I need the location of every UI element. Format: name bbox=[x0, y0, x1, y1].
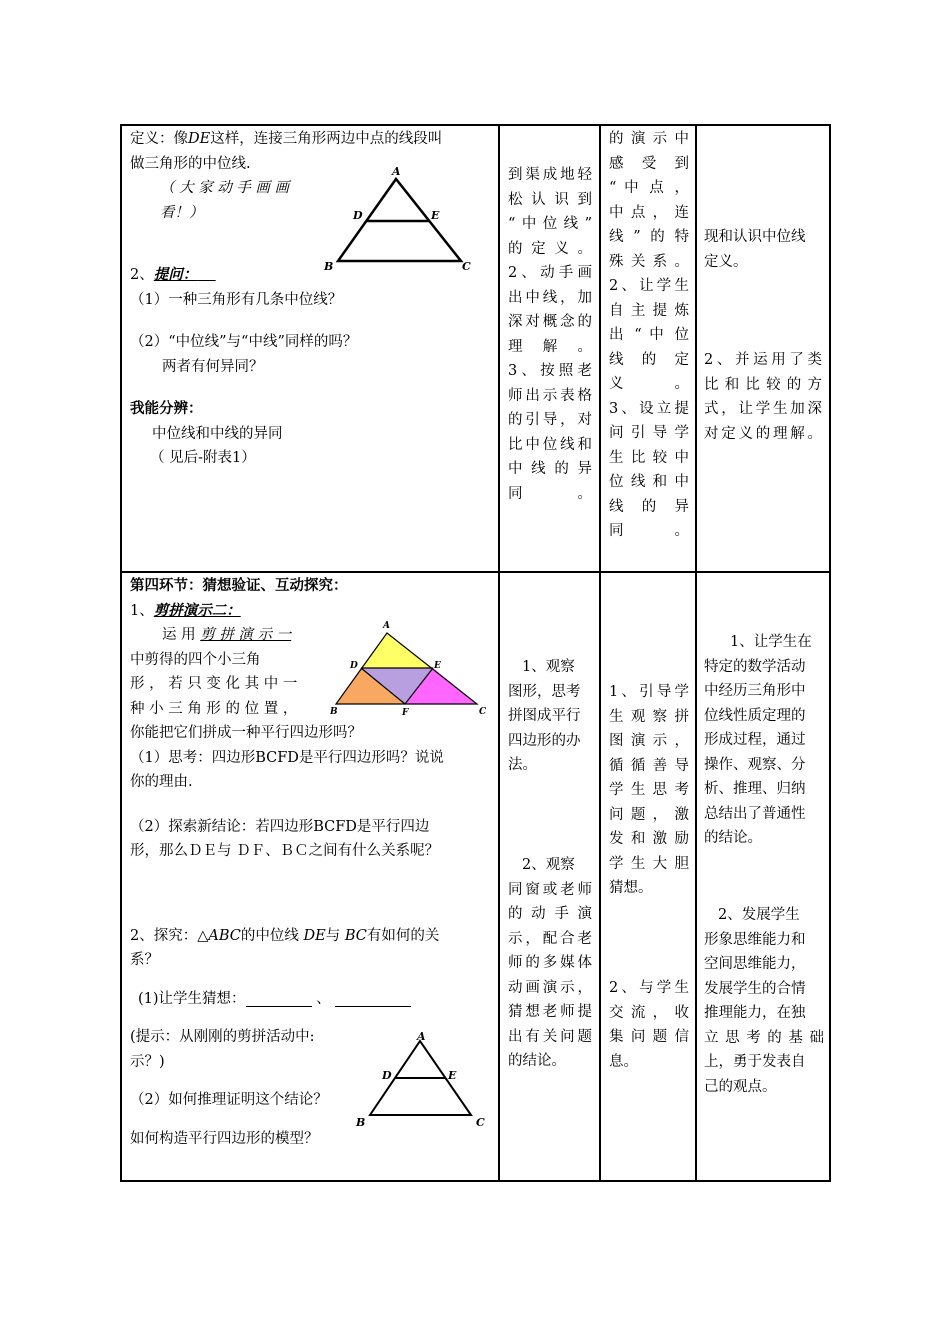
column-divider-1 bbox=[498, 124, 500, 1182]
guess-blank-1[interactable] bbox=[246, 990, 312, 1007]
row1-teacher-activity: 的 演 示 中 感 受 到 “ 中 点 ， 中 点 ， 连 线”的特 殊关系。 2、让学生 自 主 提 炼 出 “ 中 位 线 的 定 义。 3、设立提 问 引 导 学 生 比 较 中 位 线 和 中 线 的 异 同。 bbox=[609, 131, 689, 539]
vertex-label-d: D bbox=[353, 209, 363, 222]
row2-teacher-activity-b: 2、与学生 交 流 ， 收 集 问 题 信 息。 bbox=[609, 980, 689, 1070]
think-line-2: 你的理由. bbox=[130, 774, 193, 790]
compare-text: 中位线和中线的异同 bbox=[152, 425, 283, 442]
vertex-label-a: A bbox=[392, 165, 401, 178]
demo-text-line-5: 你能把它们拼成一种平行四边形吗？ bbox=[130, 725, 362, 741]
column-divider-3 bbox=[695, 124, 697, 1182]
row1-design-intent-a: 现和认识中位线 定义。 bbox=[704, 229, 806, 270]
prove-question: （2）如何推理证明这个结论？ bbox=[130, 1092, 328, 1108]
hint-line-1: (提示：从刚刚的剪拼活动中: bbox=[130, 1029, 315, 1045]
demo-text-line-2: 中剪得的四个小三角 bbox=[130, 651, 261, 668]
guess-line: (1)让学生猜想： 、 bbox=[130, 987, 495, 1012]
demo-text-line-3: 形 ， 若 只 变 化 其 中 一 bbox=[130, 676, 298, 692]
definition-line-2: 做三角形的中位线. bbox=[130, 155, 251, 172]
inquiry-line-2: 系？ bbox=[130, 952, 159, 968]
vertex-label-e: E bbox=[431, 209, 440, 222]
row2-teacher-activity-a: 1、引导学 生 观 察 拼 图 演 示 ， 循 循 善 导 学 生 思 考 问 题 ， 激 发 和 激 励 学 生 大 胆 猜想。 bbox=[609, 684, 689, 896]
row2-design-intent-b: 2、发展学生 形象思维能力和 空间思维能力， 发展学生的合情 推理能力，在独 立 思 考 的 基 础 上，勇于发表自 己的观点。 bbox=[704, 907, 824, 1095]
appendix-reference: （ 见后-附表1） bbox=[150, 450, 256, 466]
row2-student-activity-b: 2、观察 同窗或老师 的 动 手 演 示，配合老 师的多媒体 动画演示， 猜想老师提 出有关问题 的结论。 bbox=[508, 857, 592, 1069]
question-1: （1）一种三角形有几条中位线？ bbox=[130, 291, 343, 308]
question-2-continued: 两者有何异同？ bbox=[162, 358, 264, 375]
explore-line-2: 形，那么ＤＥ与 ＤＦ、ＢＣ之间有什么关系呢？ bbox=[130, 843, 440, 859]
colored-label-f: F bbox=[402, 708, 409, 718]
think-line-1: （1）思考：四边形BCFD是平行四边形吗？说说 bbox=[130, 749, 444, 766]
inquiry-label-c: C bbox=[476, 1116, 485, 1129]
colored-label-c: C bbox=[479, 707, 487, 717]
hint-line-2: 示？) bbox=[130, 1053, 165, 1070]
inquiry-triangle-figure bbox=[352, 1030, 492, 1130]
inquiry-label-b: B bbox=[356, 1116, 366, 1129]
midline-triangle-figure bbox=[318, 160, 488, 280]
question-2: （2）“中位线”与“中线”同样的吗？ bbox=[130, 334, 358, 350]
section-heading: 第四环节：猜想验证、互动探究： bbox=[130, 577, 348, 594]
column-divider-2 bbox=[599, 124, 601, 1182]
row2-student-activity-a: 1、观察 图形，思考 拼图成平行 四边形的办 法。 bbox=[508, 659, 581, 773]
distinguish-heading: 我能分辨： bbox=[130, 400, 203, 417]
colored-label-d: D bbox=[350, 661, 358, 671]
row1-student-activity: 到渠成地轻 松 认 识 到 “中位线” 的定义。 2、动手画 出中线，加 深对概念的 理解。 3、按照老 师出示表格 的引导，对 比中位线和 中 线 的 异 同。 bbox=[508, 167, 592, 502]
table-right-border bbox=[829, 124, 831, 1182]
table-top-border bbox=[120, 124, 831, 126]
inquiry-label-d: D bbox=[382, 1069, 392, 1082]
inquiry-line-1: 2、探究：△ABC的中位线 DE与 BC有如何的关 bbox=[130, 927, 440, 944]
draw-prompt-line-1: （ 大 家 动 手 画 画 bbox=[160, 180, 290, 196]
colored-label-e: E bbox=[434, 661, 441, 671]
demo-text-line-4: 种 小 三 角 形 的 位 置 ， bbox=[130, 700, 298, 717]
draw-prompt-line-2: 看！） bbox=[160, 204, 204, 221]
row1-design-intent-b: 2、并运用了类 比 和 比 较 的 方 式，让学生加深 对定义的理解。 bbox=[704, 352, 822, 442]
row-divider bbox=[120, 571, 831, 573]
colored-label-b: B bbox=[330, 707, 338, 717]
colored-parallelogram-figure bbox=[330, 616, 495, 722]
vertex-label-c: C bbox=[462, 260, 471, 273]
demo-text-line-1: 运 用 剪 拼 演 示 一 bbox=[162, 627, 292, 643]
row2-design-intent-a: 1、让学生在 特定的数学活动 中经历三角形中 位线性质定理的 形成过程，通过 操作、观察、分 析、推理、归纳 总结出了普通性 的结论。 bbox=[704, 634, 812, 846]
model-question: 如何构造平行四边形的模型？ bbox=[130, 1130, 319, 1147]
demo-heading: 1、剪拼演示二： bbox=[130, 601, 241, 619]
definition-line-1: 定义：像DE这样，连接三角形两边中点的线段叫 bbox=[130, 131, 443, 147]
table-left-border bbox=[120, 124, 122, 1182]
table-bottom-border bbox=[120, 1180, 831, 1182]
yellow-triangle bbox=[361, 633, 433, 668]
ask-heading: 2、提问： bbox=[130, 266, 198, 283]
vertex-label-b: B bbox=[324, 260, 334, 273]
inquiry-label-e: E bbox=[448, 1069, 457, 1082]
inquiry-label-a: A bbox=[417, 1030, 426, 1043]
explore-line-1: （2）探索新结论：若四边形BCFD是平行四边 bbox=[130, 818, 430, 835]
guess-blank-2[interactable] bbox=[335, 990, 411, 1007]
colored-label-a: A bbox=[383, 621, 390, 631]
